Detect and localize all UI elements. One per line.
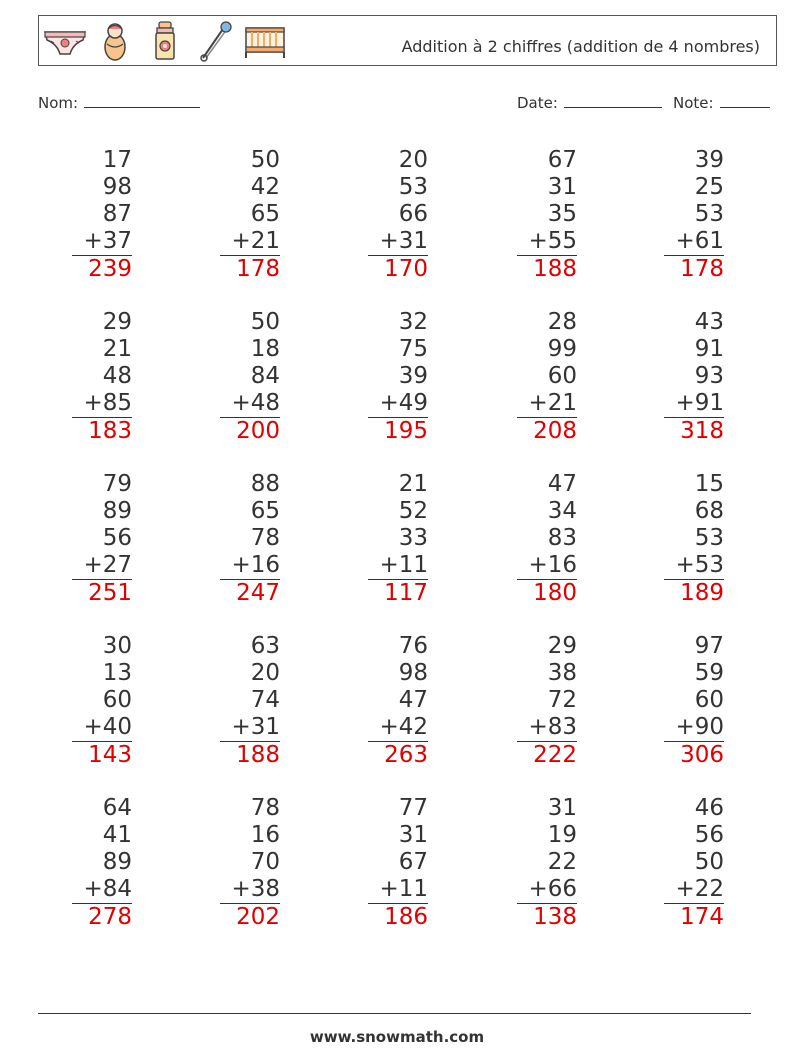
date-field — [517, 93, 662, 112]
header-icons — [43, 20, 293, 62]
addend: 72 — [547, 687, 577, 713]
note-label: Note: — [673, 94, 714, 112]
diaper-icon — [43, 20, 87, 62]
addend: 59 — [694, 660, 724, 686]
addend: 50 — [694, 849, 724, 875]
answer: 174 — [680, 904, 724, 930]
addend: 53 — [694, 525, 724, 551]
answer: 186 — [384, 904, 428, 930]
addend: 38 — [547, 660, 577, 686]
addend: 53 — [694, 201, 724, 227]
addend: 64 — [102, 795, 132, 821]
addition-problem — [368, 633, 428, 769]
addend: 97 — [694, 633, 724, 659]
answer: 189 — [680, 580, 724, 606]
addend: 83 — [547, 525, 577, 551]
addend-last: +85 — [72, 390, 132, 418]
answer: 251 — [88, 580, 132, 606]
addend: 15 — [694, 471, 724, 497]
answer: 318 — [680, 418, 724, 444]
addition-problem — [72, 633, 132, 769]
answer: 143 — [88, 742, 132, 768]
addend: 91 — [694, 336, 724, 362]
addend: 56 — [694, 822, 724, 848]
answer: 222 — [533, 742, 577, 768]
addend: 39 — [398, 363, 428, 389]
answer: 263 — [384, 742, 428, 768]
addition-problem — [664, 633, 724, 769]
addend-last: +27 — [72, 552, 132, 580]
addend: 20 — [398, 147, 428, 173]
addend: 89 — [102, 498, 132, 524]
addend: 98 — [102, 174, 132, 200]
answer: 200 — [236, 418, 280, 444]
addend: 22 — [547, 849, 577, 875]
addend: 56 — [102, 525, 132, 551]
addend: 13 — [102, 660, 132, 686]
safety-pin-icon — [193, 20, 237, 62]
addition-problem — [664, 795, 724, 931]
addend: 28 — [547, 309, 577, 335]
addend: 99 — [547, 336, 577, 362]
answer: 170 — [384, 256, 428, 282]
addend: 65 — [250, 201, 280, 227]
addend: 42 — [250, 174, 280, 200]
worksheet-title: Addition à 2 chiffres (addition de 4 nombres) — [401, 37, 760, 56]
addend: 88 — [250, 471, 280, 497]
crib-icon — [243, 20, 287, 62]
addend: 76 — [398, 633, 428, 659]
addend: 34 — [547, 498, 577, 524]
footer-site: www.snowmath.com — [309, 1028, 485, 1046]
addend: 84 — [250, 363, 280, 389]
addend-last: +21 — [220, 228, 280, 256]
addend-last: +31 — [368, 228, 428, 256]
addend: 78 — [250, 795, 280, 821]
addend: 16 — [250, 822, 280, 848]
addend: 39 — [694, 147, 724, 173]
addend: 60 — [547, 363, 577, 389]
addend: 98 — [398, 660, 428, 686]
addition-problem — [664, 147, 724, 283]
addend-last: +42 — [368, 714, 428, 742]
addend: 33 — [398, 525, 428, 551]
answer: 117 — [384, 580, 428, 606]
addend-last: +31 — [220, 714, 280, 742]
date-label: Date: — [517, 94, 558, 112]
answer: 178 — [680, 256, 724, 282]
addend: 79 — [102, 471, 132, 497]
addend: 93 — [694, 363, 724, 389]
addend: 60 — [694, 687, 724, 713]
addition-problem — [220, 147, 280, 283]
addend: 87 — [102, 201, 132, 227]
addend: 30 — [102, 633, 132, 659]
baby-bottle-icon — [143, 20, 187, 62]
note-field — [673, 93, 770, 112]
addend: 67 — [398, 849, 428, 875]
addend-last: +61 — [664, 228, 724, 256]
addend: 77 — [398, 795, 428, 821]
addend: 21 — [102, 336, 132, 362]
addend: 46 — [694, 795, 724, 821]
addition-problem — [220, 471, 280, 607]
addend: 48 — [102, 363, 132, 389]
addend: 29 — [102, 309, 132, 335]
addend: 75 — [398, 336, 428, 362]
addition-problem — [220, 633, 280, 769]
answer: 183 — [88, 418, 132, 444]
addition-problem — [220, 795, 280, 931]
date-blank[interactable] — [564, 93, 662, 108]
addition-problem — [517, 633, 577, 769]
addition-problem — [517, 309, 577, 445]
addend: 66 — [398, 201, 428, 227]
addend: 65 — [250, 498, 280, 524]
addend-last: +16 — [517, 552, 577, 580]
addition-problem — [664, 471, 724, 607]
addend-last: +55 — [517, 228, 577, 256]
addition-problem — [72, 309, 132, 445]
addend-last: +11 — [368, 552, 428, 580]
baby-icon — [93, 20, 137, 62]
addend: 43 — [694, 309, 724, 335]
addend: 35 — [547, 201, 577, 227]
addend-last: +49 — [368, 390, 428, 418]
addend: 67 — [547, 147, 577, 173]
addition-problem — [517, 147, 577, 283]
addend-last: +53 — [664, 552, 724, 580]
addend-last: +90 — [664, 714, 724, 742]
addend: 52 — [398, 498, 428, 524]
answer: 180 — [533, 580, 577, 606]
addend-last: +11 — [368, 876, 428, 904]
answer: 306 — [680, 742, 724, 768]
answer: 208 — [533, 418, 577, 444]
addend: 41 — [102, 822, 132, 848]
addend-last: +83 — [517, 714, 577, 742]
addend: 20 — [250, 660, 280, 686]
addend: 31 — [547, 174, 577, 200]
addend-last: +48 — [220, 390, 280, 418]
addend: 89 — [102, 849, 132, 875]
addition-problem — [368, 147, 428, 283]
name-label: Nom: — [38, 94, 79, 112]
addend: 31 — [398, 822, 428, 848]
addend-last: +37 — [72, 228, 132, 256]
addition-problem — [72, 471, 132, 607]
addend: 60 — [102, 687, 132, 713]
addend: 32 — [398, 309, 428, 335]
addend: 63 — [250, 633, 280, 659]
addend-last: +40 — [72, 714, 132, 742]
addend: 47 — [398, 687, 428, 713]
addend: 50 — [250, 147, 280, 173]
addend: 50 — [250, 309, 280, 335]
addition-problem — [220, 309, 280, 445]
addend: 19 — [547, 822, 577, 848]
addend: 53 — [398, 174, 428, 200]
addition-problem — [517, 471, 577, 607]
addition-problem — [517, 795, 577, 931]
answer: 195 — [384, 418, 428, 444]
addition-problem — [72, 147, 132, 283]
addend: 70 — [250, 849, 280, 875]
addend-last: +38 — [220, 876, 280, 904]
addend-last: +21 — [517, 390, 577, 418]
addend: 68 — [694, 498, 724, 524]
addition-problem — [664, 309, 724, 445]
addend: 31 — [547, 795, 577, 821]
addend: 74 — [250, 687, 280, 713]
name-blank[interactable] — [84, 93, 200, 108]
addition-problem — [368, 471, 428, 607]
addend-last: +91 — [664, 390, 724, 418]
addend-last: +22 — [664, 876, 724, 904]
addend-last: +84 — [72, 876, 132, 904]
addend-last: +66 — [517, 876, 577, 904]
worksheet-header — [38, 15, 777, 66]
addend: 21 — [398, 471, 428, 497]
answer: 278 — [88, 904, 132, 930]
addend: 25 — [694, 174, 724, 200]
answer: 138 — [533, 904, 577, 930]
answer: 247 — [236, 580, 280, 606]
addend: 18 — [250, 336, 280, 362]
note-blank[interactable] — [720, 93, 770, 108]
answer: 178 — [236, 256, 280, 282]
addend: 17 — [102, 147, 132, 173]
answer: 188 — [236, 742, 280, 768]
addition-problem — [368, 309, 428, 445]
name-field — [38, 93, 200, 112]
addend: 29 — [547, 633, 577, 659]
addend: 78 — [250, 525, 280, 551]
footer-divider — [38, 1013, 751, 1014]
answer: 202 — [236, 904, 280, 930]
addend: 47 — [547, 471, 577, 497]
answer: 188 — [533, 256, 577, 282]
addition-problem — [368, 795, 428, 931]
answer: 239 — [88, 256, 132, 282]
addition-problem — [72, 795, 132, 931]
addend-last: +16 — [220, 552, 280, 580]
